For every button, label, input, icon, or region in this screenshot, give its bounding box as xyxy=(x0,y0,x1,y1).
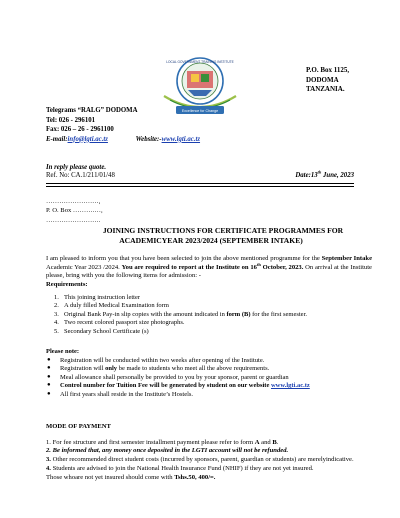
letter-heading xyxy=(46,226,376,246)
bullet-icon: ● xyxy=(47,373,51,380)
address-line-1: P.O. Box 1125, xyxy=(306,66,350,74)
list-item: 3. Original Bank Pay-in slip copies with the amount indicated in form (B) for the first semester. xyxy=(54,310,307,318)
recipient-line-2: P. O. Box ……….…, xyxy=(46,207,103,215)
reference-row xyxy=(46,169,354,181)
reference-number: Ref. No: CA.1/211/01/48 xyxy=(46,172,115,179)
list-item: ● Control number for Tuition Fee will be generated by student on our website www.lgti.ac.tz xyxy=(47,382,310,390)
payment-point-4-cont: Those whoare not yet insured should come with Tshs.50, 400/=. xyxy=(46,473,216,481)
section-title: MODE OF PAYMENT xyxy=(46,423,111,430)
divider-thick xyxy=(46,183,354,184)
bullet-icon: ● xyxy=(47,382,51,389)
postal-address xyxy=(306,66,349,95)
letter-date: Date:13th June, 2023 xyxy=(295,169,354,179)
recipient-line-1: ……………………, xyxy=(46,198,101,205)
payment-point-3: 3. Other recommended direct student costs (incurred by sponsors, parent, guardian or students) are merelyindicative. xyxy=(46,456,354,464)
website-link[interactable]: www.lgti.ac.tz xyxy=(161,135,201,143)
bullet-icon: ● xyxy=(47,356,51,363)
telegrams-line: Telegrams “RALG” DODOMA xyxy=(46,107,138,114)
list-item: 4. Two recent colored passport size photographs. xyxy=(54,319,185,327)
recipient-address xyxy=(46,197,103,225)
requirements-list xyxy=(46,294,372,336)
contact-block xyxy=(46,106,200,144)
list-item: ● All first years shall reside in the Institute’s Hostels. xyxy=(47,390,194,398)
mode-of-payment-section xyxy=(46,423,372,482)
email-website-line xyxy=(46,135,200,145)
divider-thin xyxy=(46,186,354,187)
seal-top-text: LOCAL GOVERNMENT TRAINING INSTITUTE xyxy=(166,60,234,64)
list-item: ● Meal allowance shall personally be provided to you by your sponsor, parent or guardian xyxy=(47,373,289,381)
email-link[interactable]: info@lgti.ac.tz xyxy=(67,135,108,143)
address-line-2: DODOMA xyxy=(306,75,339,84)
email-label: E-mail: xyxy=(46,135,68,143)
intro-paragraph: I am pleased to inform you that you have been selected to join the above mentioned programme for the September Intake Academic Year 2023 /2024. You are required to report at the Institute on 16th October, 2023. On arrival at the Institute please, bring with you the following items for admission: - Requirements: xyxy=(46,255,373,288)
notes-section xyxy=(46,348,372,399)
heading-line-1: JOINING INSTRUCTIONS FOR CERTIFICATE PROGRAMMES FOR xyxy=(102,226,344,235)
payment-point-4: 4. Students are advised to join the National Health Insurance Fund (NHIF) if they are not yet insured. xyxy=(46,464,314,472)
fax-line: Fax: 026 – 26 - 2961100 xyxy=(46,126,114,134)
seal-motto: Excellence for Change xyxy=(181,108,219,113)
reply-note: In reply please quote. xyxy=(46,164,107,171)
requirements-label: Requirements: xyxy=(46,280,88,288)
recipient-line-3: ……………………. xyxy=(46,216,101,224)
website-link[interactable]: www.lgti.ac.tz xyxy=(270,382,310,390)
address-line-3: TANZANIA. xyxy=(306,85,345,94)
payment-point-2: 2. Be informed that, any money once deposited in the LGTI account will not be refunded. xyxy=(46,447,289,455)
telephone-line: Tel: 026 - 296101 xyxy=(46,116,96,124)
bullet-icon: ● xyxy=(47,390,51,397)
website-label: Website:- xyxy=(135,135,162,143)
list-item: ● Registration will be conducted within two weeks after opening of the Institute. xyxy=(47,356,265,364)
list-item: 1. This joining instruction letter xyxy=(54,294,141,301)
list-item: 2. A duly filled Medical Examination form xyxy=(54,302,169,310)
bullet-icon: ● xyxy=(47,365,51,372)
payment-point-1: 1. For fee structure and first semester installment payment please refer to form A and B. xyxy=(46,438,279,446)
notes-label: Please note: xyxy=(46,348,80,355)
list-item: ● Registration will only be made to students who meet all the above requirements. xyxy=(47,365,270,373)
heading-line-2: ACADEMICYEAR 2023/2024 (SEPTEMBER INTAKE) xyxy=(119,236,303,246)
list-item: 5. Secondary School Certificate (s) xyxy=(54,327,149,335)
